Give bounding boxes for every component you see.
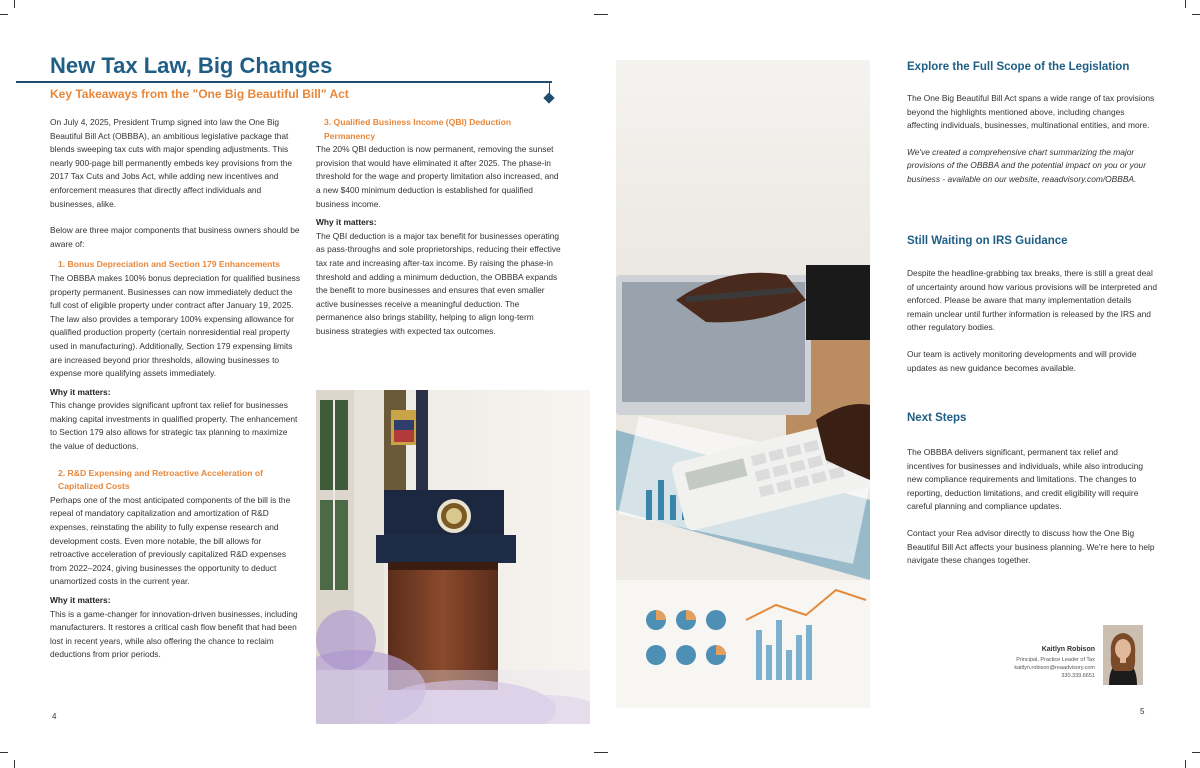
waiting-column (907, 267, 1157, 388)
section2-why-label: Why it matters: (50, 595, 111, 605)
crop-mark (14, 760, 15, 768)
calculator-photo (616, 60, 870, 708)
waiting-body-2: Our team is actively monitoring developments and will provide updates as new guidance becomes available. (907, 348, 1137, 373)
crop-mark (14, 0, 15, 8)
waiting-heading: Still Waiting on IRS Guidance (907, 235, 1068, 247)
page-subtitle: Key Takeaways from the "One Big Beautiful Bill" Act (50, 87, 349, 101)
section3-why-body: The QBI deduction is a major tax benefit for businesses operating as pass-throughs and sole proprietorships, reducing their effective tax rate and increasing after-tax income. By raising the phase-in threshold and adding a minimum deduction, the OBBBA expands the benefit to more businesses and ensures that even smaller active businesses receive a meaningful deduction. The permanence also brings stability, helping to align long-term business strategies with expected tax outcomes. (316, 230, 561, 336)
section3-body: The 20% QBI deduction is now permanent, removing the sunset provision that would have eliminated it after 2025. The phase-in threshold for the wage and property limitation also increased, and a new $400 minimum deduction is established for qualified business income. (316, 144, 559, 209)
section2-why-body: This is a game-changer for innovation-driven businesses, including manufacturers. It restores a critical cash flow benefit that had been lost in recent years, while also offering the chance to reclaim deductions from prior periods. (50, 608, 298, 660)
middle-column (316, 116, 561, 352)
author-name: Kaitlyn Robison (1041, 646, 1095, 653)
section1-why-label: Why it matters: (50, 386, 111, 397)
page-title: New Tax Law, Big Changes (50, 53, 333, 78)
crop-mark (594, 14, 608, 15)
section1-heading: 1. Bonus Depreciation and Section 179 Enhancements (58, 259, 281, 270)
author-title: Principal, Practice Leader of Tax (1016, 657, 1095, 663)
crop-mark (1192, 752, 1200, 753)
left-column (50, 116, 300, 675)
section3-why-label: Why it matters: (316, 217, 377, 228)
crop-mark (594, 752, 608, 753)
author-avatar (1103, 625, 1143, 685)
crop-mark (1185, 0, 1186, 8)
title-divider-diamond (543, 92, 554, 103)
page-number-right: 5 (1140, 707, 1145, 716)
next-steps-body-2: Contact your Rea advisor directly to discuss how the One Big Beautiful Bill Act affects your business planning. We're here to help navigate these changes together. (907, 527, 1155, 566)
author-email[interactable]: kaitlyn.robison@reaadvisory.com (1014, 665, 1095, 671)
next-steps-body-1: The OBBBA delivers significant, permanent tax relief and incentives for businesses and individuals, while also introducing new compliance requirements and limitations. The changes to reporting, deduction limitations, and credit eligibility will require careful planning and compliance updates. (907, 447, 1144, 512)
explore-italic-body: We've created a comprehensive chart summarizing the major provisions of the OBBBA and the potential impact on you or your business - available on our website, reaadvisory.com/OBBBA. (907, 146, 1146, 184)
next-steps-heading: Next Steps (907, 412, 967, 424)
section2-heading: 2. R&D Expensing and Retroactive Acceleration of Capitalized Costs (58, 467, 264, 492)
components-intro: Below are three major components that business owners should be aware of: (50, 225, 300, 249)
section3-heading: 3. Qualified Business Income (QBI) Deduction Permanency (324, 117, 512, 141)
section2-body: Perhaps one of the most anticipated components of the bill is the repeal of mandatory capitalization and amortization of R&D expenses, reinstating the ability to fully expense research and development costs. Even more notable, the bill allows for retroactive acceleration of previously capitalized R&D expenses from 2022–2024, giving businesses the opportunity to deduct unamortized costs in the current year. (50, 494, 291, 587)
section1-body: The OBBBA makes 100% bonus depreciation for qualified business property permanent. Businesses can now immediately deduct the full cost of eligible property under contract after January 19, 2025. The law also provides a temporary 100% expensing allowance for qualified production property (certain nonresidential real property used in manufacturing). Additionally, Section 179 expensing limits are increased beyond prior thresholds, allowing businesses to expense more qualifying assets immediately. (50, 272, 301, 379)
page-number-left: 4 (52, 712, 57, 721)
crop-mark (0, 752, 8, 753)
intro-paragraph: On July 4, 2025, President Trump signed into law the One Big Beautiful Bill Act (OBBBA), an ambitious legislative package that blends sweeping tax cuts with major spending adjustments. This nearly 900-page bill permanently embeds key provisions from the 2017 Tax Cuts and Jobs Act, while adding new incentives and enforcement measures that directly affect individuals and businesses, alike. (50, 117, 293, 209)
avatar-illustration (1103, 625, 1143, 685)
author-details (1000, 656, 1095, 680)
next-steps-column (907, 446, 1157, 581)
title-divider (16, 81, 552, 83)
section1-why-body: This change provides significant upfront tax relief for businesses making capital investments in qualified property. The enhancement to Section 179 also allows for strategic tax planning to maximize the value of deductions. (50, 400, 298, 452)
crop-mark (0, 14, 8, 15)
crop-mark (1192, 14, 1200, 15)
calculator-photo-illustration (616, 60, 870, 708)
waiting-body-1: Despite the headline-grabbing tax breaks, there is still a great deal of uncertainty around how various provisions will be interpreted and enforced. Please be aware that many implementation details remain unclear until further information is released by the IRS and other regulatory bodies. (907, 268, 1157, 333)
podium-photo (316, 390, 590, 724)
right-column (907, 92, 1157, 200)
explore-body: The One Big Beautiful Bill Act spans a wide range of tax provisions beyond the highlights mentioned above, including changes affecting individuals, businesses, multinational entities, and more. (907, 93, 1155, 131)
explore-heading: Explore the Full Scope of the Legislation (907, 61, 1130, 73)
author-phone: 330.339.6651 (1061, 673, 1095, 679)
crop-mark (1185, 760, 1186, 768)
podium-photo-illustration (316, 390, 590, 724)
